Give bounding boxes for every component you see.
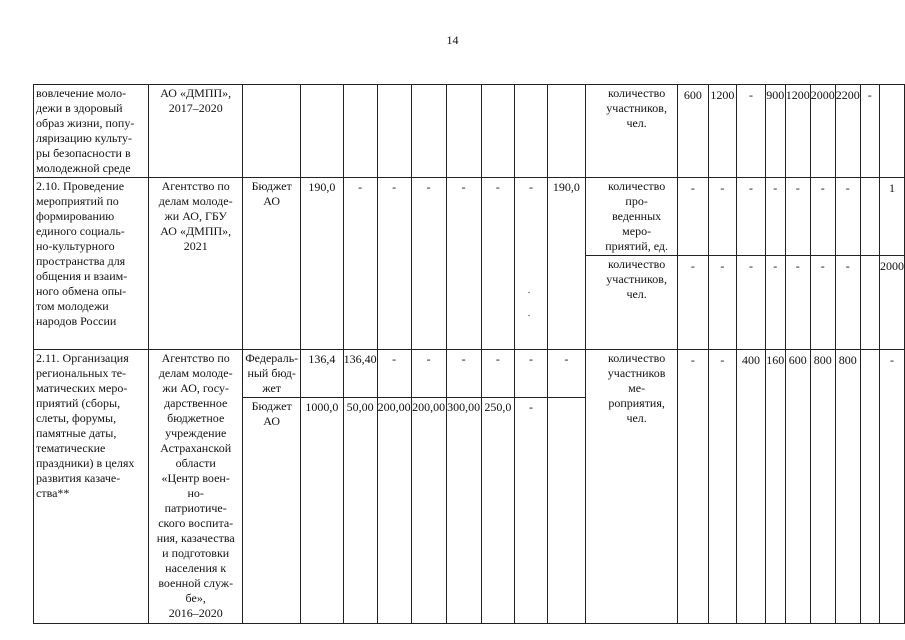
plan-value: 2200	[835, 85, 860, 178]
plan-value: -	[737, 256, 765, 350]
finance-year: 190,0	[547, 178, 585, 350]
indicator-cell: количество участников, чел.	[586, 256, 678, 350]
table-row	[34, 178, 905, 256]
plan-value: -	[765, 256, 785, 350]
source-cell	[243, 85, 301, 178]
finance-year	[547, 85, 585, 178]
plan-value: 400	[737, 350, 765, 624]
finance-year: 200,00	[377, 398, 411, 624]
table-row	[34, 85, 905, 178]
finance-year	[377, 85, 411, 178]
plan-value: -	[785, 178, 810, 256]
plan-value: -	[708, 256, 737, 350]
finance-year: -	[411, 178, 446, 350]
plan-value	[860, 178, 879, 256]
indicator-cell: количество про- веденных меро- приятий, ед.	[586, 178, 678, 256]
plan-value: 600	[678, 85, 708, 178]
finance-year	[411, 85, 446, 178]
plan-value	[860, 350, 879, 624]
plan-value: -	[835, 256, 860, 350]
plan-value: -	[678, 350, 708, 624]
finance-year	[515, 85, 547, 178]
finance-year: -	[446, 350, 481, 398]
finance-year	[446, 85, 481, 178]
finance-total: 1000,0	[301, 398, 344, 624]
finance-total: 136,4	[301, 350, 344, 398]
finance-year: -	[481, 178, 515, 350]
source-cell: Федераль- ный бюд- жет	[243, 350, 301, 398]
plan-value	[879, 85, 904, 178]
scan-speck	[528, 315, 530, 316]
plan-value: -	[810, 256, 835, 350]
plan-value: -	[810, 178, 835, 256]
plan-value: -	[678, 256, 708, 350]
executor-cell: Агентство по делам молоде- жи АО, госу- дарственное бюджетное учреждение Астраханской области «Центр воен- но- патриотиче- ского воспита- ния, казачества и подготовки населения к военной служ- бе», 2016–2020	[149, 350, 243, 624]
finance-year: 300,00	[446, 398, 481, 624]
executor-cell: АО «ДМПП», 2017–2020	[149, 85, 243, 178]
program-table	[33, 84, 905, 624]
plan-value: 900	[765, 85, 785, 178]
finance-year: 200,00	[411, 398, 446, 624]
plan-value: -	[860, 85, 879, 178]
finance-year: -	[515, 398, 547, 624]
finance-year: 250,0	[481, 398, 515, 624]
scan-speck	[528, 292, 530, 293]
page-number: 14	[446, 33, 459, 47]
measure-name: вовлечение моло- дежи в здоровый образ жизни, попу- ляризацию культу- ры безопасности в молодежной среде	[34, 85, 149, 178]
indicator-cell: количество участников, чел.	[586, 85, 678, 178]
finance-total: 190,0	[301, 178, 344, 350]
plan-value: 2000	[879, 256, 904, 350]
indicator-cell: количество участников ме- роприятия, чел.	[586, 350, 678, 624]
executor-cell: Агентство по делам молоде- жи АО, ГБУ АО «ДМПП», 2021	[149, 178, 243, 350]
plan-value	[860, 256, 879, 350]
plan-value: -	[835, 178, 860, 256]
plan-value: -	[765, 178, 785, 256]
finance-year: -	[377, 350, 411, 398]
finance-year: -	[515, 350, 547, 398]
finance-year: -	[547, 350, 585, 398]
plan-value: 1	[879, 178, 904, 256]
finance-year: -	[446, 178, 481, 350]
table-row	[34, 350, 905, 398]
source-cell: Бюджет АО	[243, 178, 301, 350]
finance-year: -	[481, 350, 515, 398]
measure-name: 2.10. Проведение мероприятий по формированию единого социаль- но-культурного пространства для общения и взаим- ного обмена опы- том молодежи народов России	[34, 178, 149, 350]
plan-value: 800	[810, 350, 835, 624]
finance-total	[301, 85, 344, 178]
finance-year: 136,40	[343, 350, 377, 398]
source-cell: Бюджет АО	[243, 398, 301, 624]
finance-year	[481, 85, 515, 178]
plan-value: 1200	[785, 85, 810, 178]
plan-value: -	[737, 85, 765, 178]
finance-year: 50,00	[343, 398, 377, 624]
plan-value: -	[708, 178, 737, 256]
plan-value: -	[879, 350, 904, 624]
finance-year: -	[377, 178, 411, 350]
finance-year: -	[411, 350, 446, 398]
plan-value: 160	[765, 350, 785, 624]
finance-year: -	[343, 178, 377, 350]
plan-value: -	[678, 178, 708, 256]
plan-value: 800	[835, 350, 860, 624]
finance-year: -	[515, 178, 547, 350]
plan-value: -	[708, 350, 737, 624]
plan-value: -	[785, 256, 810, 350]
finance-year	[343, 85, 377, 178]
plan-value: 1200	[708, 85, 737, 178]
plan-value: 600	[785, 350, 810, 624]
finance-year	[547, 398, 585, 624]
plan-value: -	[737, 178, 765, 256]
plan-value: 2000	[810, 85, 835, 178]
measure-name: 2.11. Организация региональных те- матических меро- приятий (сборы, слеты, форумы, памятные даты, тематические праздники) в целях развития казаче- ства**	[34, 350, 149, 624]
